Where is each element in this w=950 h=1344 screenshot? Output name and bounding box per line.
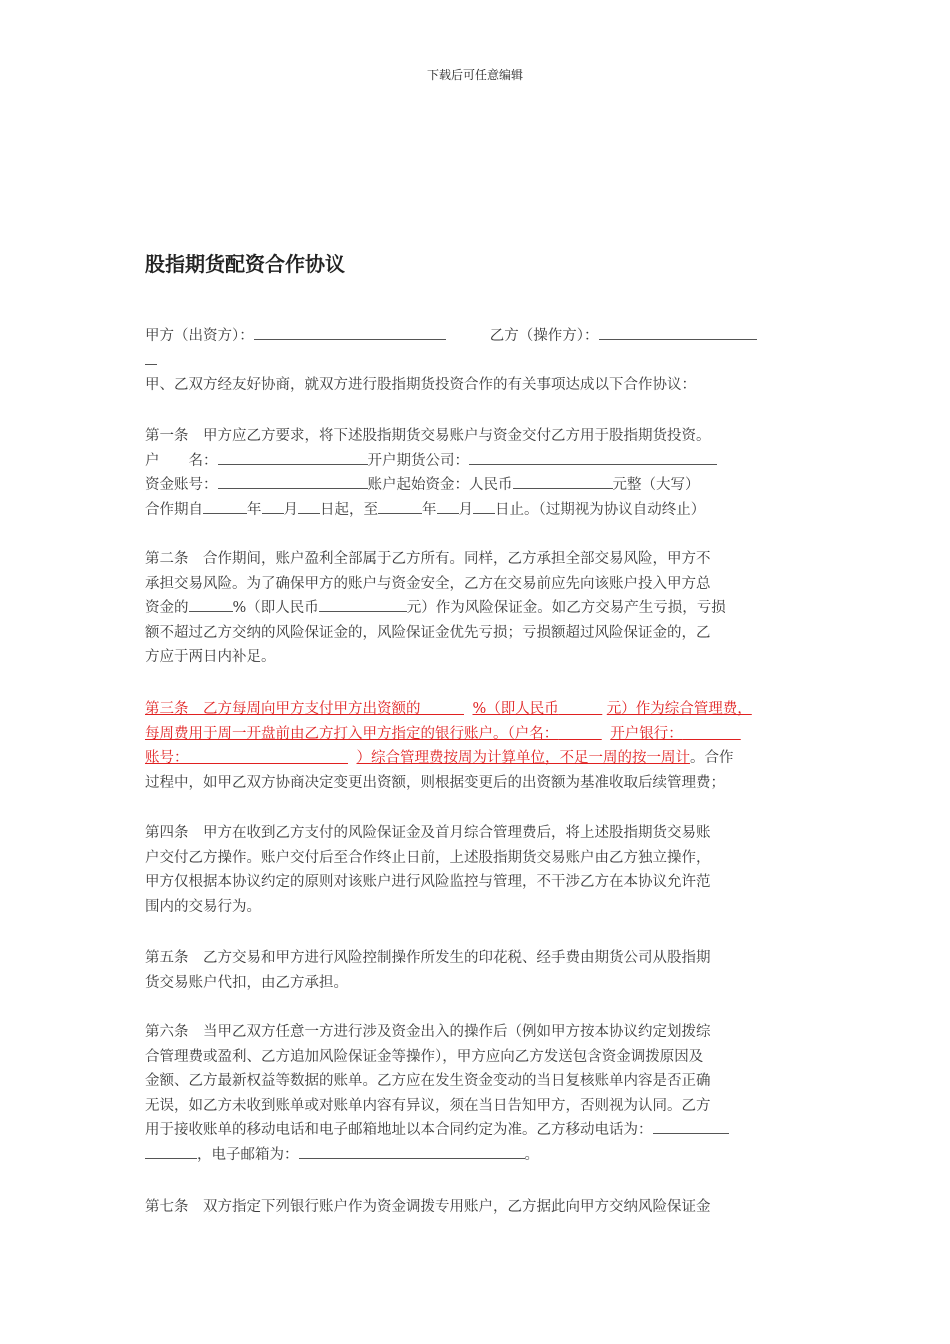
end-year-label: 年 bbox=[422, 501, 437, 518]
fee-percent-blank bbox=[421, 697, 473, 722]
article-3-line-1-b: %（即人民币 bbox=[472, 701, 559, 717]
article-3-line-1-a: 第三条 乙方每周向甲方支付甲方出资额的 bbox=[145, 701, 421, 717]
article-2-line-5: 方应于两日内补足。 bbox=[145, 649, 276, 665]
email-period: 。 bbox=[524, 1146, 539, 1163]
mobile-phone-blank-cont bbox=[145, 1143, 197, 1159]
period-prefix: 合作期自 bbox=[145, 501, 203, 518]
party-b-blank-cont bbox=[145, 349, 810, 374]
margin-percent-blank bbox=[189, 596, 233, 612]
article-5 bbox=[145, 946, 810, 995]
article-5-line-2: 货交易账户代扣，由乙方承担。 bbox=[145, 974, 348, 991]
article-3-line-2-b: 开户银行： bbox=[610, 725, 683, 742]
article-6-line-5 bbox=[145, 1118, 810, 1143]
bank-name-blank bbox=[683, 722, 739, 747]
fee-amount-blank bbox=[559, 697, 607, 722]
futures-company-blank bbox=[469, 449, 717, 465]
end-day-label: 日止。（过期视为协议自动终止） bbox=[495, 501, 706, 518]
party-a-blank bbox=[254, 324, 446, 340]
article-2-line-3-b: %（即人民币 bbox=[232, 600, 319, 616]
email-label: ，电子邮箱为： bbox=[197, 1146, 299, 1163]
article-1-line-3 bbox=[145, 473, 810, 498]
fund-account-label: 资金账号： bbox=[145, 477, 218, 493]
party-b-blank bbox=[599, 324, 757, 340]
parties-section bbox=[145, 324, 810, 398]
article-2-line-3 bbox=[145, 596, 810, 621]
start-month-label: 月 bbox=[283, 501, 298, 518]
article-4-line-4: 围内的交易行为。 bbox=[145, 898, 261, 915]
article-2-line-1: 第二条 合作期间，账户盈利全部属于乙方所有。同样，乙方承担全部交易风险，甲方不 bbox=[145, 551, 711, 567]
account-name-blank bbox=[218, 449, 368, 465]
article-3-line-3-b: ）综合管理费按周为计算单位，不足一周的按一周计 bbox=[356, 750, 690, 766]
article-1-line-1: 第一条 甲方应乙方要求，将下述股指期货交易账户与资金交付乙方用于股指期货投资。 bbox=[145, 428, 711, 444]
article-4-line-3: 甲方仅根据本协议约定的原则对该账户进行风险监控与管理，不干涉乙方在本协议允许范 bbox=[145, 874, 711, 890]
article-3-line-1-c: 元）作为综合管理费， bbox=[606, 701, 752, 717]
margin-amount-blank bbox=[319, 596, 407, 612]
article-7-line-1: 第七条 双方指定下列银行账户作为资金调拨专用账户，乙方据此向甲方交纳风险保证金 bbox=[145, 1199, 711, 1215]
article-6-line-1: 第六条 当甲乙双方任意一方进行涉及资金出入的操作后（例如甲方按本协议约定划拨综 bbox=[145, 1024, 711, 1040]
article-2-line-3-a: 资金的 bbox=[145, 600, 189, 616]
party-a-label: 甲方（出资方）： bbox=[145, 328, 254, 344]
article-3-line-2 bbox=[145, 722, 810, 747]
article-6-line-5-text: 用于接收账单的移动电话和电子邮箱地址以本合同约定为准。乙方移动电话为： bbox=[145, 1122, 653, 1138]
fund-account-blank bbox=[218, 473, 368, 489]
bank-account-blank bbox=[189, 746, 357, 771]
article-6 bbox=[145, 1020, 810, 1167]
article-3-line-3 bbox=[145, 746, 810, 771]
intro-paragraph: 甲、乙双方经友好协商，就双方进行股指期货投资合作的有关事项达成以下合作协议： bbox=[145, 377, 696, 393]
initial-fund-suffix: 元整（大写） bbox=[612, 477, 700, 493]
article-4 bbox=[145, 821, 810, 919]
article-7 bbox=[145, 1195, 810, 1220]
initial-fund-blank bbox=[513, 473, 613, 489]
article-2-line-2: 承担交易风险。为了确保甲方的账户与资金安全，乙方在交易前应先向该账户投入甲方总 bbox=[145, 575, 711, 592]
article-3-line-2-a: 每周费用于周一开盘前由乙方打入甲方指定的银行账户。（户名： bbox=[145, 725, 559, 742]
start-day-label: 日起，至 bbox=[320, 501, 378, 518]
futures-company-label: 开户期货公司： bbox=[367, 452, 469, 469]
account-name-label: 户 名： bbox=[145, 452, 218, 469]
article-2-line-4: 额不超过乙方交纳的风险保证金的，风险保证金优先亏损；亏损额超过风险保证金的，乙 bbox=[145, 624, 711, 641]
header-note: 下载后可任意编辑 bbox=[426, 68, 523, 82]
article-3-line-3-c: 。合作 bbox=[690, 750, 734, 766]
article-2-line-3-c: 元）作为风险保证金。如乙方交易产生亏损，亏损 bbox=[406, 600, 726, 616]
article-6-line-2: 合管理费或盈利、乙方追加风险保证金等操作），甲方应向乙方发送包含资金调拨原因及 bbox=[145, 1048, 704, 1065]
email-blank bbox=[299, 1143, 525, 1159]
account-holder-blank bbox=[558, 722, 610, 747]
article-6-line-3: 金额、乙方最新权益等数据的账单。乙方应在发生资金变动的当日复核账单内容是否正确 bbox=[145, 1073, 711, 1089]
start-year-label: 年 bbox=[247, 501, 262, 518]
document-title: 股指期货配资合作协议 bbox=[145, 252, 345, 276]
article-1-line-2 bbox=[145, 449, 810, 474]
initial-fund-label: 账户起始资金：人民币 bbox=[367, 477, 513, 493]
article-3-line-3-a: 账号： bbox=[145, 750, 189, 766]
end-month-label: 月 bbox=[458, 501, 473, 518]
article-4-line-1: 第四条 甲方在收到乙方支付的风险保证金及首月综合管理费后，将上述股指期货交易账 bbox=[145, 825, 711, 841]
article-1-line-4 bbox=[145, 498, 810, 523]
article-3-line-4: 过程中，如甲乙双方协商决定变更出资额，则根据变更后的出资额为基准收取后续管理费； bbox=[145, 774, 725, 791]
article-3 bbox=[145, 697, 810, 795]
article-2 bbox=[145, 547, 810, 670]
article-4-line-2: 户交付乙方操作。账户交付后至合作终止日前，上述股指期货交易账户由乙方独立操作， bbox=[145, 849, 711, 866]
article-6-line-4: 无误，如乙方未收到账单或对账单内容有异议，须在当日告知甲方，否则视为认同。乙方 bbox=[145, 1097, 711, 1114]
parties-line bbox=[145, 324, 810, 349]
article-3-line-1 bbox=[145, 697, 810, 722]
article-5-line-1: 第五条 乙方交易和甲方进行风险控制操作所发生的印花税、经手费由期货公司从股指期 bbox=[145, 950, 711, 966]
party-b-label: 乙方（操作方）： bbox=[489, 328, 599, 344]
mobile-phone-blank bbox=[653, 1118, 729, 1134]
article-6-line-6 bbox=[145, 1143, 810, 1168]
article-1 bbox=[145, 424, 810, 522]
